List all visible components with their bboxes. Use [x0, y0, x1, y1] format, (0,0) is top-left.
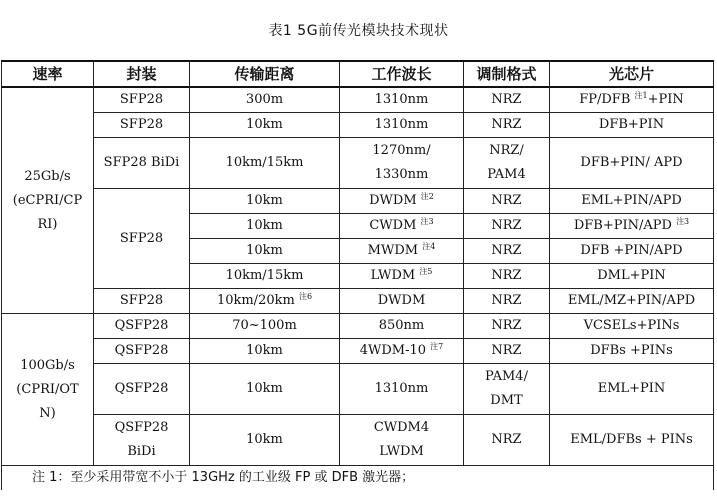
chip-cell: EML/MZ+PIN/APD — [550, 289, 714, 314]
distance-cell: 10km — [190, 214, 340, 239]
distance-cell: 10km — [190, 113, 340, 138]
wavelength-cell: 4WDM-10 $^{注7}$ — [340, 339, 464, 364]
header-wavelength: 工作波长 — [340, 61, 464, 87]
table-row — [2, 339, 714, 364]
footnote-mark: 注4 — [422, 242, 436, 251]
table-row — [2, 138, 714, 189]
header-row — [2, 61, 714, 87]
table-row — [2, 364, 714, 415]
footnote-row — [2, 466, 714, 491]
chip-cell: FP/DFB $^{注1}$+PIN — [550, 87, 714, 113]
distance-cell: 10km — [190, 415, 340, 466]
footnote-mark: 注7 — [430, 342, 444, 351]
package-cell: QSFP28 — [94, 339, 190, 364]
table-row — [2, 289, 714, 314]
table-row — [2, 87, 714, 113]
wavelength-cell: 1310nm — [340, 113, 464, 138]
table-row — [2, 314, 714, 339]
chip-cell: DFB+PIN/ APD — [550, 138, 714, 189]
header-modulation: 调制格式 — [464, 61, 550, 87]
package-cell: QSFP28 — [94, 314, 190, 339]
optical-module-table — [1, 60, 714, 490]
package-cell: SFP28 — [94, 289, 190, 314]
header-package: 封装 — [94, 61, 190, 87]
distance-cell: 10km/15km — [190, 138, 340, 189]
modulation-cell: NRZ — [464, 113, 550, 138]
wavelength-cell: 1310nm — [340, 87, 464, 113]
rate-group-25g: 25Gb/s (eCPRI/CP RI) — [2, 87, 94, 314]
footnote-mark: 注2 — [420, 192, 434, 201]
modulation-cell: PAM4/ DMT — [464, 364, 550, 415]
table-row — [2, 415, 714, 466]
distance-cell: 10km — [190, 239, 340, 264]
wavelength-cell: 1310nm — [340, 364, 464, 415]
wavelength-cell: LWDM $^{注5}$ — [340, 264, 464, 289]
distance-cell: 300m — [190, 87, 340, 113]
modulation-cell: NRZ/ PAM4 — [464, 138, 550, 189]
package-cell: SFP28 — [94, 87, 190, 113]
chip-cell: VCSELs+PINs — [550, 314, 714, 339]
wavelength-cell: DWDM $^{注2}$ — [340, 189, 464, 214]
modulation-cell: NRZ — [464, 339, 550, 364]
modulation-cell: NRZ — [464, 314, 550, 339]
chip-cell: DFBs +PINs — [550, 339, 714, 364]
table-caption: 表1 5G前传光模块技术现状 — [268, 23, 449, 39]
modulation-cell: NRZ — [464, 415, 550, 466]
footnote-mark: 注5 — [419, 267, 433, 276]
header-distance: 传输距离 — [190, 61, 340, 87]
header-chip: 光芯片 — [550, 61, 714, 87]
modulation-cell: NRZ — [464, 289, 550, 314]
package-cell: SFP28 BiDi — [94, 138, 190, 189]
distance-cell: 10km — [190, 339, 340, 364]
package-cell: SFP28 — [94, 113, 190, 138]
modulation-cell: NRZ — [464, 214, 550, 239]
header-rate: 速率 — [2, 61, 94, 87]
chip-cell: DFB+PIN — [550, 113, 714, 138]
distance-cell: 10km — [190, 364, 340, 415]
chip-cell: DML+PIN — [550, 264, 714, 289]
footnote-mark: 注3 — [676, 217, 690, 226]
rate-group-100g: 100Gb/s (CPRI/OT N) — [2, 314, 94, 466]
modulation-cell: NRZ — [464, 239, 550, 264]
chip-cell: EML/DFBs + PINs — [550, 415, 714, 466]
table-row — [2, 189, 714, 214]
distance-cell: 10km/20km $^{注6}$ — [190, 289, 340, 314]
package-cell: QSFP28 BiDi — [94, 415, 190, 466]
footnote-1: 注 1：至少采用带宽不小于 13GHz 的工业级 FP 或 DFB 激光器； — [2, 466, 714, 491]
distance-cell: 10km/15km — [190, 264, 340, 289]
table-row — [2, 113, 714, 138]
chip-cell: DFB +PIN/APD — [550, 239, 714, 264]
modulation-cell: NRZ — [464, 87, 550, 113]
chip-cell: DFB+PIN/APD $^{注3}$ — [550, 214, 714, 239]
modulation-cell: NRZ — [464, 189, 550, 214]
distance-cell: 70~100m — [190, 314, 340, 339]
wavelength-cell: 850nm — [340, 314, 464, 339]
chip-cell: EML+PIN — [550, 364, 714, 415]
footnote-mark: 注1 — [634, 91, 648, 100]
package-cell: QSFP28 — [94, 364, 190, 415]
wavelength-cell: CWDM4 LWDM — [340, 415, 464, 466]
wavelength-cell: DWDM — [340, 289, 464, 314]
chip-cell: EML+PIN/APD — [550, 189, 714, 214]
package-cell: SFP28 — [94, 189, 190, 289]
footnote-mark: 注6 — [298, 292, 313, 301]
footnote-mark: 注3 — [420, 217, 434, 226]
distance-cell: 10km — [190, 189, 340, 214]
wavelength-cell: 1270nm/ 1330nm — [340, 138, 464, 189]
modulation-cell: NRZ — [464, 264, 550, 289]
wavelength-cell: MWDM $^{注4}$ — [340, 239, 464, 264]
wavelength-cell: CWDM $^{注3}$ — [340, 214, 464, 239]
